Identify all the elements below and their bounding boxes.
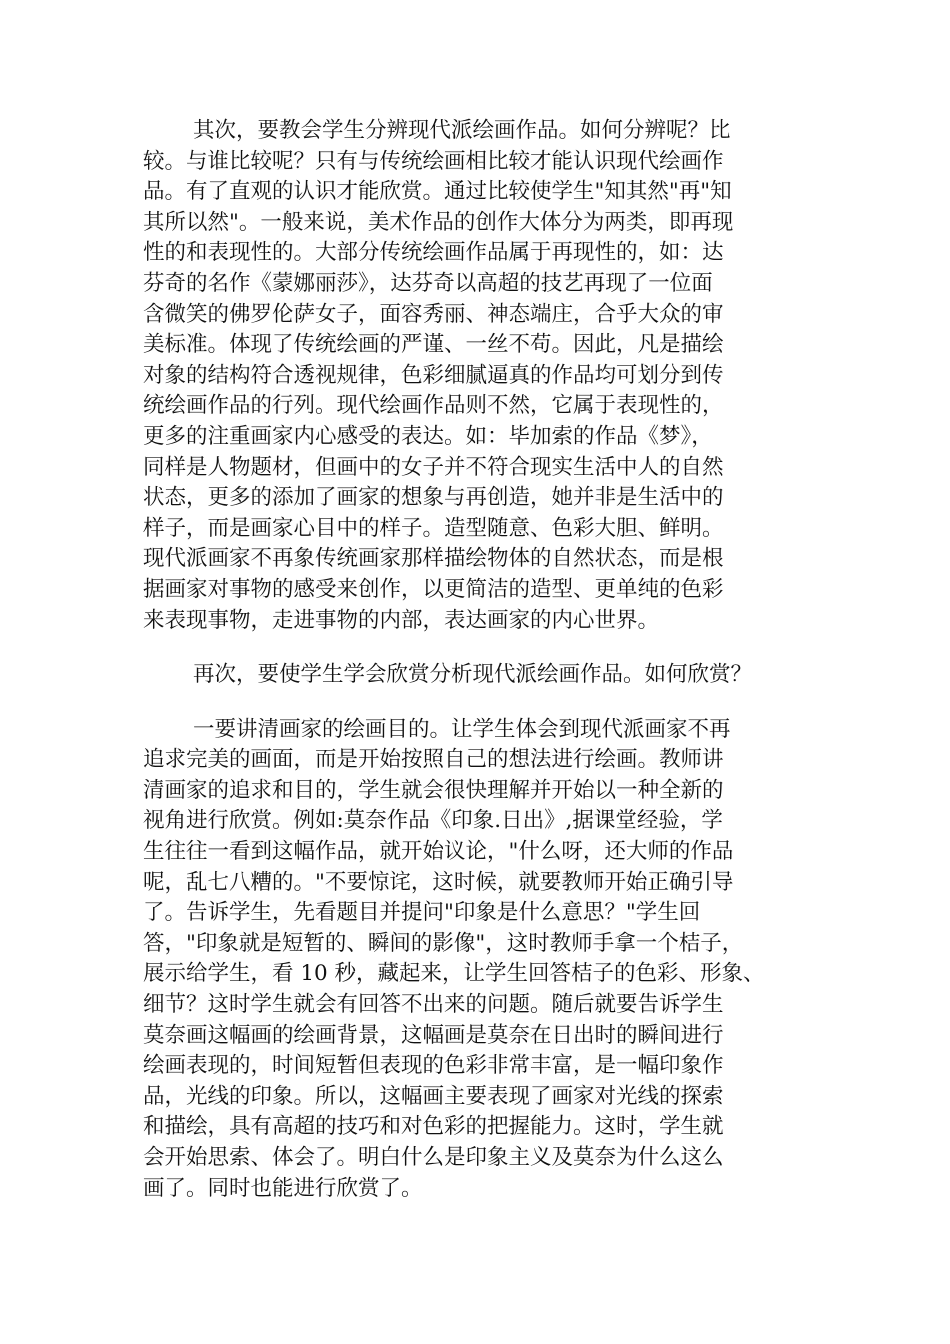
text-line: 更多的注重画家内心感受的表达。如：毕加索的作品《梦》， [143, 423, 713, 449]
text-line: 了。告诉学生，先看题目并提问"印象是什么意思？"学生回 [143, 900, 701, 926]
text-line: 清画家的追求和目的，学生就会很快理解并开始以一种全新的 [143, 777, 724, 803]
text-line: 呢，乱七八糟的。"不要惊诧，这时候，就要教师开始正确引导 [143, 869, 734, 895]
text-line: 品。有了直观的认识才能欣赏。通过比较使学生"知其然"再"知 [143, 179, 732, 205]
text-line: 细节？这时学生就会有回答不出来的问题。随后就要告诉学生 [143, 992, 724, 1018]
text-line: 一要讲清画家的绘画目的。让学生体会到现代派画家不再 [193, 716, 731, 742]
paragraph-appreciate-modern-painting [143, 660, 811, 691]
text-line: 其次，要教会学生分辨现代派绘画作品。如何分辨呢？比 [193, 118, 731, 143]
text-line: 莫奈画这幅画的绘画背景，这幅画是莫奈在日出时的瞬间进行 [143, 1022, 724, 1048]
text-line: 生往往一看到这幅作品，就开始议论，"什么呀，还大师的作品 [143, 839, 734, 865]
paragraph-painter-purpose [143, 715, 811, 1205]
text-line: 据画家对事物的感受来创作，以更简洁的造型、更单纯的色彩 [143, 576, 724, 602]
text-line: 绘画表现的，时间短暂但表现的色彩非常丰富，是一幅印象作 [143, 1053, 724, 1079]
text-line: 较。与谁比较呢？只有与传统绘画相比较才能认识现代绘画作 [143, 148, 724, 174]
text-line: 画了。同时也能进行欣赏了。 [143, 1175, 423, 1201]
text-line: 其所以然"。一般来说，美术作品的创作大体分为两类，即再现 [143, 209, 734, 235]
paragraph-distinguish-modern-painting [143, 116, 811, 636]
text-line: 性的和表现性的。大部分传统绘画作品属于再现性的，如：达 [143, 240, 724, 266]
text-line: 统绘画作品的行列。现代绘画作品则不然，它属于表现性的， [143, 393, 724, 419]
text-line: 答，"印象就是短暂的、瞬间的影像"，这时教师手拿一个桔子， [143, 930, 744, 956]
text-line: 来表现事物，走进事物的内部，表达画家的内心世界。 [143, 607, 660, 633]
text-line: 视角进行欣赏。例如:莫奈作品《印象.日出》,据课堂经验，学 [143, 808, 723, 834]
text-line: 再次，要使学生学会欣赏分析现代派绘画作品。如何欣赏？ [193, 662, 753, 688]
text-line: 追求完美的画面，而是开始按照自己的想法进行绘画。教师讲 [143, 747, 724, 773]
text-line: 展示给学生，看 10 秒，藏起来，让学生回答桔子的色彩、形象、 [143, 961, 765, 987]
text-line: 和描绘，具有高超的技巧和对色彩的把握能力。这时，学生就 [143, 1114, 724, 1140]
text-line: 会开始思索、体会了。明白什么是印象主义及莫奈为什么这么 [143, 1145, 724, 1170]
text-line: 现代派画家不再象传统画家那样描绘物体的自然状态，而是根 [143, 546, 724, 572]
text-line: 美标准。体现了传统绘画的严谨、一丝不苟。因此，凡是描绘 [143, 332, 724, 358]
document-body [143, 116, 811, 1204]
text-line: 同样是人物题材，但画中的女子并不符合现实生活中人的自然 [143, 454, 724, 480]
text-line: 对象的结构符合透视规律，色彩细腻逼真的作品均可划分到传 [143, 362, 724, 388]
text-line: 品，光线的印象。所以，这幅画主要表现了画家对光线的探索 [143, 1083, 724, 1109]
text-line: 含微笑的佛罗伦萨女子，面容秀丽、神态端庄，合乎大众的审 [143, 301, 724, 327]
text-line: 样子，而是画家心目中的样子。造型随意、色彩大胆、鲜明。 [143, 515, 724, 541]
text-line: 状态，更多的添加了画家的想象与再创造，她并非是生活中的 [143, 485, 724, 511]
text-line: 芬奇的名作《蒙娜丽莎》，达芬奇以高超的技艺再现了一位面 [143, 270, 713, 296]
